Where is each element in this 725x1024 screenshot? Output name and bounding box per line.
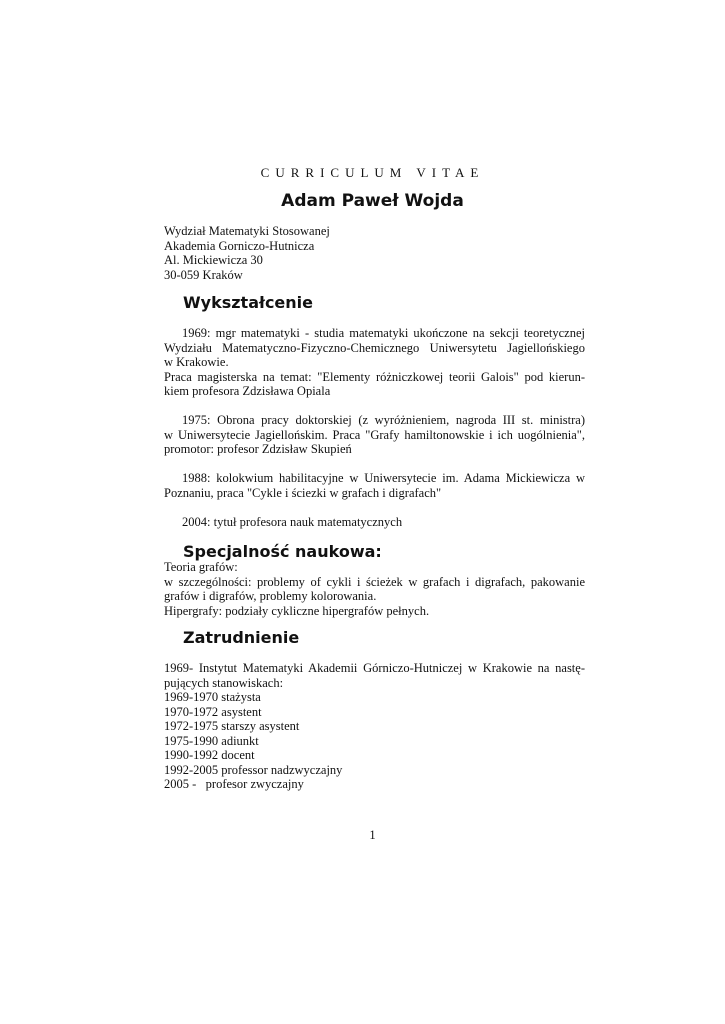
position-line: 1992-2005 professor nadzwyczajny <box>164 762 343 777</box>
page-number: 1 <box>369 828 376 842</box>
position-line: 1990-1992 docent <box>164 748 255 762</box>
position-line: 2005 - profesor zwyczajny <box>164 777 304 791</box>
text-line: w szczególności: problemy of cykli i ścieżek w grafach i digrafach, pakowanie <box>164 574 585 589</box>
text-line: kiem profesora Zdzisława Opiala <box>164 384 331 398</box>
text-line: 1969- Instytut Matematyki Akademii Górniczo-Hutniczej w Krakowie na nastę- <box>164 661 585 675</box>
text-line: 1975: Obrona pracy doktorskiej (z wyróżnieniem, nagroda III st. ministra) <box>182 413 585 427</box>
position-line: 1972-1975 starszy asystent <box>164 719 300 733</box>
text-line: 1988: kolokwium habilitacyjne w Uniwersytecie im. Adama Mickiewicza w <box>182 471 585 485</box>
education-paragraph-3 <box>164 471 585 500</box>
address-line: Akademia Gorniczo-Hutnicza <box>164 238 315 253</box>
section-heading-education: Wykształcenie <box>183 293 313 312</box>
address-line: Wydział Matematyki Stosowanej <box>164 224 330 238</box>
text-line: promotor: profesor Zdzisław Skupień <box>164 442 352 456</box>
address-block <box>164 224 585 282</box>
education-paragraph-2 <box>164 413 585 457</box>
text-line: w Uniwersytecie Jagiellońskim. Praca "Grafy hamiltonowskie i ich uogólnienia", <box>164 427 585 442</box>
text-line: pujących stanowiskach: <box>164 675 284 690</box>
employment-block <box>164 661 585 792</box>
text-line: Praca magisterska na temat: "Elementy różniczkowej teorii Galois" pod kierun- <box>164 369 585 384</box>
section-heading-specialty: Specjalność naukowa: <box>183 542 382 561</box>
section-heading-employment: Zatrudnienie <box>183 628 300 647</box>
text-line: 1969: mgr matematyki - studia matematyki ukończone na sekcji teoretycznej <box>182 326 585 340</box>
text-line: grafów i digrafów, problemy kolorowania. <box>164 589 377 603</box>
position-line: 1975-1990 adiunkt <box>164 733 259 748</box>
text-line: Wydziału Matematyczno-Fizyczno-Chemicznego Uniwersytetu Jagiellońskiego <box>164 340 585 355</box>
text-line: w Krakowie. <box>164 355 229 369</box>
position-line: 1969-1970 stażysta <box>164 690 261 704</box>
document-title: CURRICULUM VITAE <box>260 165 485 180</box>
person-name: Adam Paweł Wojda <box>281 191 464 211</box>
education-paragraph-4 <box>164 515 585 530</box>
text-line: Teoria grafów: <box>164 560 238 574</box>
address-line: Al. Mickiewicza 30 <box>164 253 263 267</box>
address-line: 30-059 Kraków <box>164 267 243 282</box>
specialty-block <box>164 560 585 618</box>
education-paragraph-1 <box>164 326 585 399</box>
position-line: 1970-1972 asystent <box>164 704 262 719</box>
text-line: Poznaniu, praca "Cykle i ściezki w grafach i digrafach" <box>164 485 442 500</box>
text-line: 2004: tytuł profesora nauk matematycznych <box>182 515 403 529</box>
text-line: Hipergrafy: podziały cykliczne hipergrafów pełnych. <box>164 603 430 618</box>
